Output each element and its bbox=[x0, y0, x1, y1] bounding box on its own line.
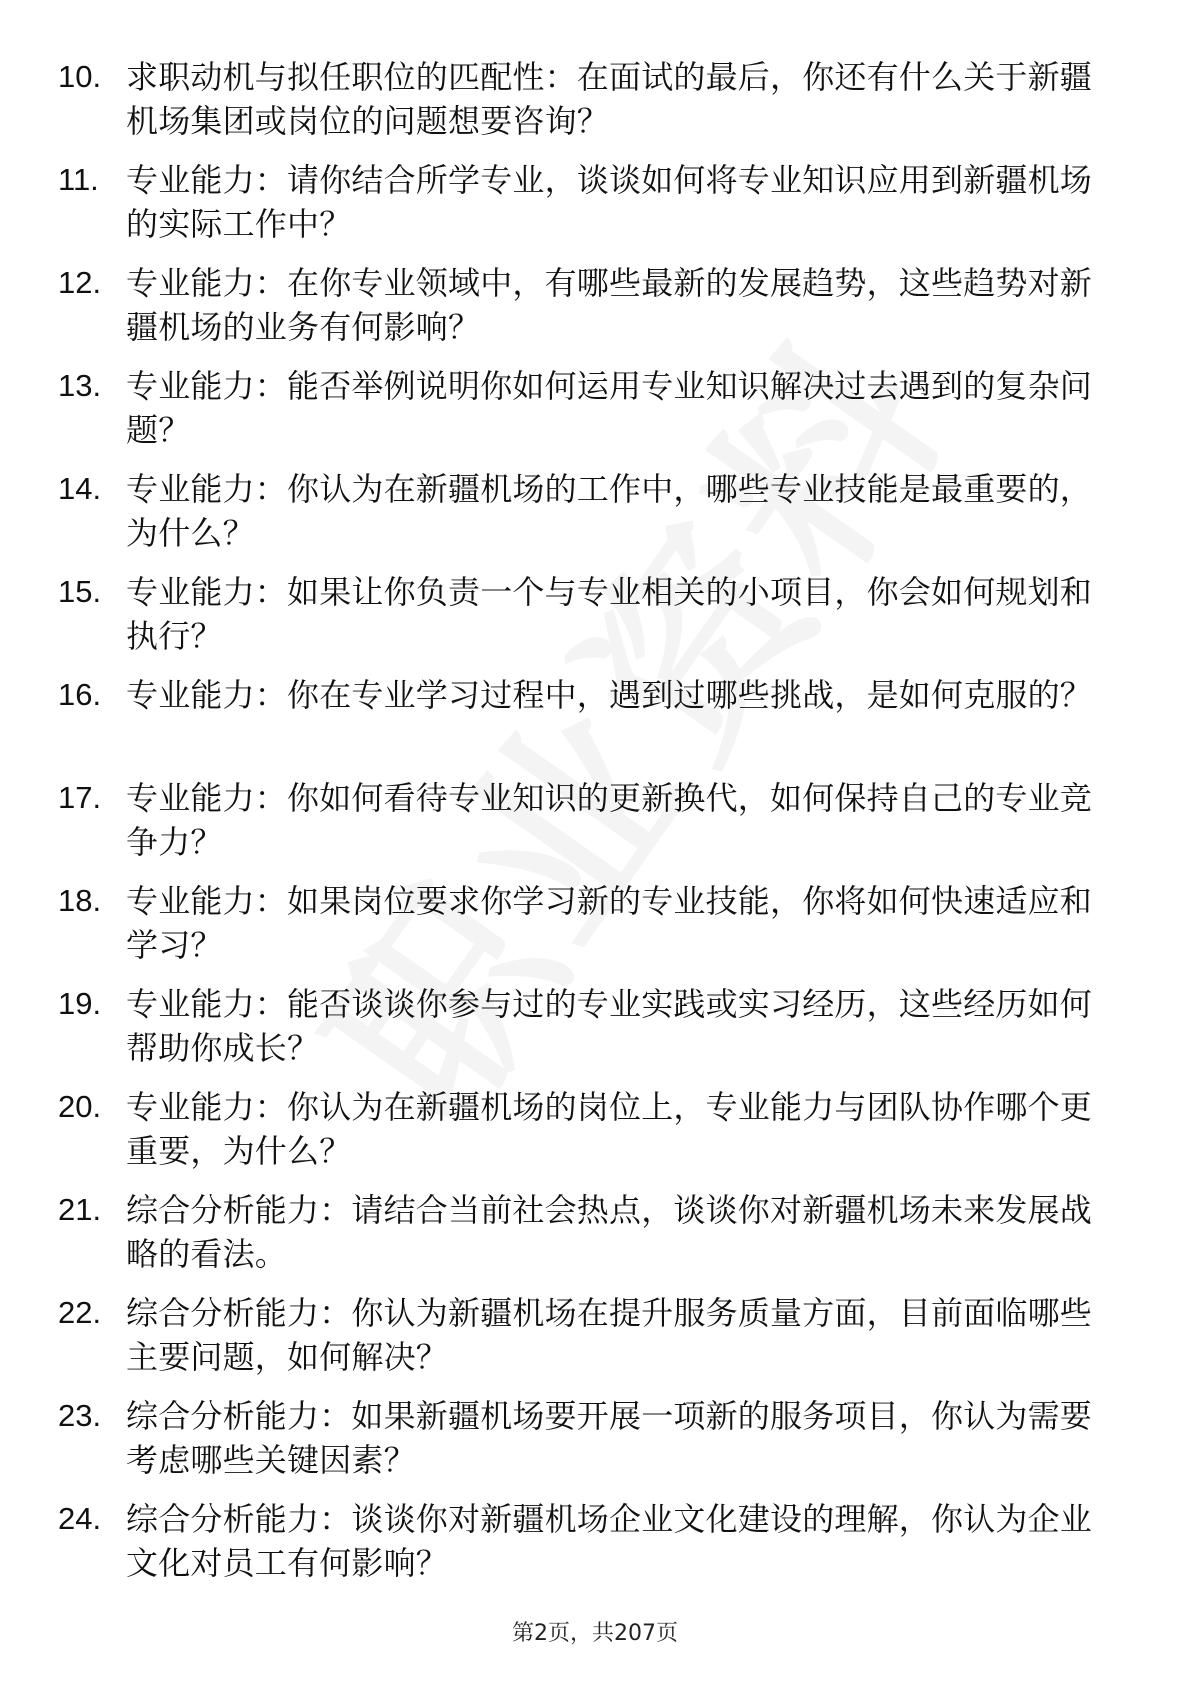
question-item bbox=[58, 879, 1118, 982]
question-number: 10. bbox=[58, 59, 102, 94]
question-text: 综合分析能力：请结合当前社会热点，谈谈你对新疆机场未来发展战略的看法。 bbox=[126, 1191, 1093, 1273]
question-text: 专业能力：你如何看待专业知识的更新换代，如何保持自己的专业竞争力？ bbox=[126, 779, 1093, 861]
question-number: 13. bbox=[58, 368, 102, 403]
question-item bbox=[58, 467, 1118, 570]
question-number: 18. bbox=[58, 883, 102, 918]
question-text: 专业能力：请你结合所学专业，谈谈如何将专业知识应用到新疆机场的实际工作中？ bbox=[126, 161, 1093, 243]
question-text: 求职动机与拟任职位的匹配性：在面试的最后，你还有什么关于新疆机场集团或岗位的问题想要咨询？ bbox=[126, 58, 1093, 140]
question-number: 11. bbox=[58, 162, 99, 197]
question-item bbox=[58, 570, 1118, 673]
question-item bbox=[58, 364, 1118, 467]
question-text: 专业能力：能否举例说明你如何运用专业知识解决过去遇到的复杂问题？ bbox=[126, 367, 1093, 449]
question-number: 19. bbox=[58, 986, 102, 1021]
question-number: 20. bbox=[58, 1089, 102, 1124]
question-text: 综合分析能力：如果新疆机场要开展一项新的服务项目，你认为需要考虑哪些关键因素？ bbox=[126, 1397, 1093, 1479]
question-text: 专业能力：你认为在新疆机场的岗位上，专业能力与团队协作哪个更重要，为什么？ bbox=[126, 1088, 1093, 1170]
question-text: 专业能力：你认为在新疆机场的工作中，哪些专业技能是最重要的，为什么？ bbox=[126, 470, 1093, 552]
question-text: 综合分析能力：你认为新疆机场在提升服务质量方面，目前面临哪些主要问题，如何解决？ bbox=[126, 1294, 1093, 1376]
question-text: 专业能力：你在专业学习过程中，遇到过哪些挑战，是如何克服的？ bbox=[126, 676, 1093, 714]
question-item bbox=[58, 1497, 1118, 1600]
question-item bbox=[58, 1085, 1118, 1188]
question-text: 专业能力：在你专业领域中，有哪些最新的发展趋势，这些趋势对新疆机场的业务有何影响？ bbox=[126, 264, 1093, 346]
question-item bbox=[58, 1394, 1118, 1497]
page-footer bbox=[0, 1616, 1190, 1647]
question-item bbox=[58, 1188, 1118, 1291]
question-list bbox=[58, 55, 1118, 1600]
question-text: 专业能力：能否谈谈你参与过的专业实践或实习经历，这些经历如何帮助你成长？ bbox=[126, 985, 1093, 1067]
question-item bbox=[58, 673, 1118, 776]
page-number-label: 第2页，共207页 bbox=[512, 1621, 678, 1646]
question-item bbox=[58, 1291, 1118, 1394]
question-text: 专业能力：如果岗位要求你学习新的专业技能，你将如何快速适应和学习？ bbox=[126, 882, 1093, 964]
question-item bbox=[58, 261, 1118, 364]
question-text: 综合分析能力：谈谈你对新疆机场企业文化建设的理解，你认为企业文化对员工有何影响？ bbox=[126, 1500, 1093, 1582]
question-number: 12. bbox=[58, 265, 102, 300]
question-text: 专业能力：如果让你负责一个与专业相关的小项目，你会如何规划和执行？ bbox=[126, 573, 1093, 655]
question-number: 22. bbox=[58, 1295, 102, 1330]
question-item bbox=[58, 982, 1118, 1085]
question-number: 16. bbox=[58, 677, 102, 712]
question-number: 14. bbox=[58, 471, 102, 506]
question-item bbox=[58, 55, 1118, 158]
question-number: 17. bbox=[58, 780, 102, 815]
question-number: 15. bbox=[58, 574, 102, 609]
question-number: 21. bbox=[58, 1192, 102, 1227]
question-item bbox=[58, 776, 1118, 879]
question-item bbox=[58, 158, 1118, 261]
question-number: 24. bbox=[58, 1501, 102, 1536]
question-number: 23. bbox=[58, 1398, 102, 1433]
